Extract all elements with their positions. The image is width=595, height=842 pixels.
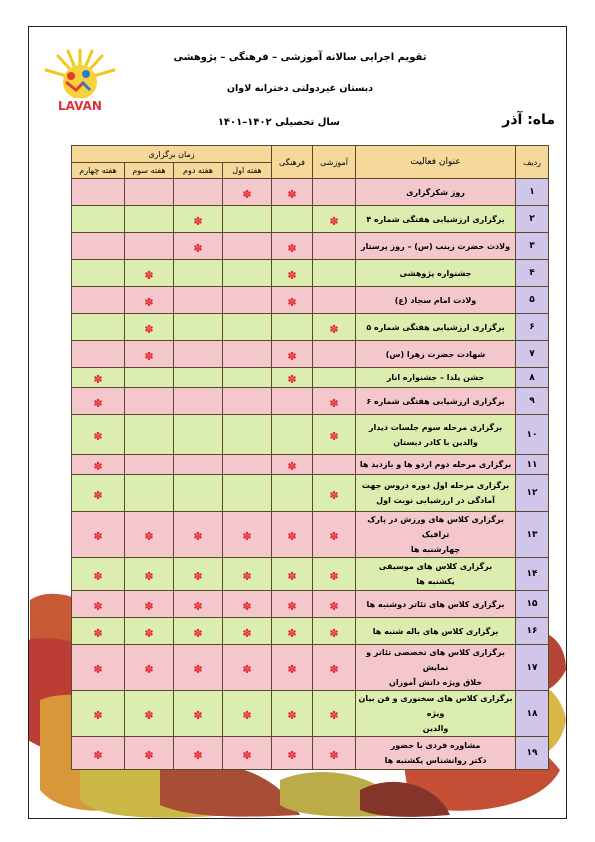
week2-cell [174, 388, 223, 415]
week4-cell [72, 368, 125, 388]
table-row [72, 691, 549, 737]
week4-cell [72, 260, 125, 287]
red-flower-icon: ✽ [329, 396, 339, 410]
week4-cell [72, 233, 125, 260]
row-number: ۱۱ [516, 455, 549, 475]
activity-title-line: برگزاری کلاس های موسیقی [378, 562, 493, 571]
red-flower-icon: ✽ [93, 663, 103, 676]
cultural-cell [272, 206, 313, 233]
activity-title-line: ولادت حضرت زینب (س) – روز پرستار [361, 241, 511, 251]
week1-cell [223, 558, 272, 591]
activity-title-line: برگزاری مرحله سوم جلسات دیدار [368, 422, 503, 432]
activity-title [356, 260, 516, 287]
week3-cell [125, 737, 174, 770]
table-row [72, 314, 549, 341]
week4-cell [72, 737, 125, 770]
week4-cell [72, 618, 125, 645]
table-row [72, 368, 549, 388]
row-number: ۴ [516, 260, 549, 287]
red-flower-icon: ✽ [287, 709, 297, 722]
red-flower-icon: ✽ [242, 748, 252, 762]
activity-title-line: جشن یلدا – جشنواره انار [386, 373, 485, 382]
activity-title-line: برگزاری کلاس های تئاتر دوشنبه ها [366, 599, 505, 609]
week3-cell [125, 314, 174, 341]
table-row [72, 206, 549, 233]
cultural-cell [272, 475, 313, 512]
table-row [72, 591, 549, 618]
week1-cell [223, 415, 272, 455]
table-row [72, 475, 549, 512]
activity-title [356, 368, 516, 388]
week1-header: هفته اول [223, 163, 272, 179]
activity-title [356, 645, 516, 691]
week1-cell [223, 512, 272, 558]
week4-cell [72, 512, 125, 558]
week1-cell [223, 233, 272, 260]
week4-cell [72, 341, 125, 368]
educational-cell [313, 341, 356, 368]
week2-cell [174, 206, 223, 233]
activity-title-line: برگزاری کلاس های ورزش در پارک ترافیک [367, 515, 504, 539]
activity-title-line: مشاوره فردی با حضور [390, 741, 481, 750]
red-flower-icon: ✽ [242, 187, 252, 201]
activity-title [356, 737, 516, 770]
table-row [72, 388, 549, 415]
educational-cell [313, 415, 356, 455]
red-flower-icon: ✽ [242, 530, 252, 543]
activity-header: عنوان فعالیت [356, 146, 516, 179]
cultural-cell [272, 368, 313, 388]
activity-title-line: خلاق ویژه دانش آموزان [388, 678, 483, 687]
educational-cell [313, 455, 356, 475]
activity-title [356, 314, 516, 341]
week2-cell [174, 455, 223, 475]
red-flower-icon: ✽ [287, 349, 297, 363]
row-number: ۱ [516, 179, 549, 206]
week2-cell [174, 287, 223, 314]
red-flower-icon: ✽ [287, 626, 297, 640]
week2-cell [174, 341, 223, 368]
week3-cell [125, 512, 174, 558]
week1-cell [223, 388, 272, 415]
activity-title-line: برگزاری مرحله دوم اردو ها و بازدید ها [359, 460, 512, 469]
week3-cell [125, 287, 174, 314]
row-number: ۱۲ [516, 475, 549, 512]
week2-cell [174, 475, 223, 512]
week3-header: هفته سوم [125, 163, 174, 179]
table-row [72, 341, 549, 368]
red-flower-icon: ✽ [193, 569, 203, 583]
week3-cell [125, 558, 174, 591]
week3-cell [125, 233, 174, 260]
row-number: ۸ [516, 368, 549, 388]
red-flower-icon: ✽ [144, 295, 154, 309]
educational-cell [313, 368, 356, 388]
week4-cell [72, 314, 125, 341]
activity-title [356, 388, 516, 415]
row-number: ۱۰ [516, 415, 549, 455]
red-flower-icon: ✽ [93, 396, 103, 410]
red-flower-icon: ✽ [287, 373, 297, 386]
red-flower-icon: ✽ [287, 187, 297, 201]
week1-cell [223, 206, 272, 233]
activity-title [356, 691, 516, 737]
activity-title-line: دکتر روانشناس یکشنبه ها [384, 756, 487, 765]
page-title: تقویم اجرایی سالانه آموزشی – فرهنگی – پژوهشی [173, 52, 427, 63]
week2-cell [174, 368, 223, 388]
activity-title [356, 415, 516, 455]
activity-title-line: ولادت امام سجاد (ع) [394, 295, 477, 305]
week1-cell [223, 591, 272, 618]
week3-cell [125, 455, 174, 475]
week1-cell [223, 287, 272, 314]
cultural-cell [272, 455, 313, 475]
row-number: ۲ [516, 206, 549, 233]
table-row [72, 233, 549, 260]
week4-header: هفته چهارم [72, 163, 125, 179]
week3-cell [125, 179, 174, 206]
logo-text: LAVAN [58, 99, 102, 113]
week4-cell [72, 558, 125, 591]
red-flower-icon: ✽ [144, 322, 154, 336]
week3-cell [125, 691, 174, 737]
red-flower-icon: ✽ [287, 748, 297, 762]
red-flower-icon: ✽ [144, 748, 154, 762]
educational-cell [313, 314, 356, 341]
table-row [72, 455, 549, 475]
week4-cell [72, 645, 125, 691]
educational-cell [313, 618, 356, 645]
month-label: ماه: آذر [502, 112, 555, 128]
week3-cell [125, 368, 174, 388]
educational-cell [313, 512, 356, 558]
row-number: ۶ [516, 314, 549, 341]
activity-title-line: برگزاری مرحله اول دوره دروس جهت [361, 481, 510, 490]
row-number: ۱۴ [516, 558, 549, 591]
educational-header: آموزشی [313, 146, 356, 179]
educational-cell [313, 591, 356, 618]
activity-title-line: والدین با کادر دبستان [393, 437, 478, 447]
week4-cell [72, 475, 125, 512]
activity-title-line: روز شکرگزاری [406, 187, 465, 197]
red-flower-icon: ✽ [242, 569, 252, 583]
week1-cell [223, 618, 272, 645]
educational-cell [313, 691, 356, 737]
cultural-cell [272, 415, 313, 455]
red-flower-icon: ✽ [93, 373, 103, 386]
activity-title-line: برگزاری کلاس های تخصصی تئاتر و نمایش [366, 648, 505, 672]
week1-cell [223, 179, 272, 206]
week2-cell [174, 591, 223, 618]
red-flower-icon: ✽ [287, 569, 297, 583]
red-flower-icon: ✽ [193, 241, 203, 255]
red-flower-icon: ✽ [242, 626, 252, 640]
week1-cell [223, 314, 272, 341]
activity-title-line: چهارشنبه ها [410, 545, 461, 554]
activity-title [356, 341, 516, 368]
cultural-cell [272, 233, 313, 260]
school-name: دبستان غیردولتی دخترانه لاوان [226, 83, 374, 94]
cultural-cell [272, 737, 313, 770]
cultural-cell [272, 558, 313, 591]
cultural-header: فرهنگی [272, 146, 313, 179]
activity-title [356, 512, 516, 558]
activity-title-line: والدین [422, 724, 449, 733]
week4-cell [72, 206, 125, 233]
week2-cell [174, 618, 223, 645]
activity-title [356, 287, 516, 314]
red-flower-icon: ✽ [144, 268, 154, 282]
cultural-cell [272, 314, 313, 341]
activity-title-line: برگزاری کلاس های باله شنبه ها [372, 626, 499, 636]
week3-cell [125, 260, 174, 287]
educational-cell [313, 206, 356, 233]
activity-title-line: جشنواره پژوهشی [399, 268, 472, 278]
week1-cell [223, 260, 272, 287]
cultural-cell [272, 591, 313, 618]
red-flower-icon: ✽ [193, 599, 203, 613]
week3-cell [125, 591, 174, 618]
red-flower-icon: ✽ [144, 663, 154, 676]
table-row [72, 512, 549, 558]
red-flower-icon: ✽ [329, 530, 339, 543]
cultural-cell [272, 645, 313, 691]
activity-title [356, 591, 516, 618]
table-row [72, 260, 549, 287]
activity-title-line: آمادگی در ارزشیابی نوبت اول [376, 496, 495, 505]
week2-cell [174, 512, 223, 558]
red-flower-icon: ✽ [193, 748, 203, 762]
week4-cell [72, 388, 125, 415]
educational-cell [313, 179, 356, 206]
cultural-cell [272, 341, 313, 368]
week1-cell [223, 455, 272, 475]
red-flower-icon: ✽ [144, 709, 154, 722]
red-flower-icon: ✽ [144, 349, 154, 363]
table-row [72, 287, 549, 314]
row-number: ۱۵ [516, 591, 549, 618]
row-number-header: ردیف [516, 146, 549, 179]
week2-cell [174, 233, 223, 260]
activity-title [356, 179, 516, 206]
cultural-cell [272, 512, 313, 558]
week3-cell [125, 618, 174, 645]
activity-title-line: برگزاری ارزشیابی هفتگی شماره ۴ [366, 214, 505, 224]
red-flower-icon: ✽ [93, 488, 103, 502]
week4-cell [72, 691, 125, 737]
week3-cell [125, 415, 174, 455]
activity-title-line: یکشنبه ها [416, 577, 455, 586]
week2-header: هفته دوم [174, 163, 223, 179]
activity-title [356, 206, 516, 233]
activity-title-line: برگزاری ارزشیابی هفتگی شماره ۶ [366, 396, 505, 406]
week1-cell [223, 737, 272, 770]
educational-cell [313, 737, 356, 770]
red-flower-icon: ✽ [193, 663, 203, 676]
red-flower-icon: ✽ [93, 709, 103, 722]
red-flower-icon: ✽ [329, 322, 339, 336]
red-flower-icon: ✽ [287, 530, 297, 543]
educational-cell [313, 388, 356, 415]
table-row [72, 415, 549, 455]
red-flower-icon: ✽ [193, 214, 203, 228]
week1-cell [223, 691, 272, 737]
week2-cell [174, 415, 223, 455]
activity-title [356, 233, 516, 260]
cultural-cell [272, 287, 313, 314]
red-flower-icon: ✽ [242, 599, 252, 613]
red-flower-icon: ✽ [329, 430, 339, 443]
activity-title-line: برگزاری کلاس های سخنوری و فن بیان ویژه [358, 694, 513, 718]
week3-cell [125, 475, 174, 512]
week3-cell [125, 645, 174, 691]
week2-cell [174, 179, 223, 206]
week2-cell [174, 737, 223, 770]
red-flower-icon: ✽ [287, 663, 297, 676]
school-logo [36, 46, 124, 116]
activity-title-line: شهادت حضرت زهرا (س) [385, 349, 486, 359]
cultural-cell [272, 691, 313, 737]
red-flower-icon: ✽ [93, 748, 103, 762]
week1-cell [223, 368, 272, 388]
red-flower-icon: ✽ [93, 530, 103, 543]
educational-cell [313, 233, 356, 260]
red-flower-icon: ✽ [242, 709, 252, 722]
red-flower-icon: ✽ [329, 709, 339, 722]
table-row [72, 618, 549, 645]
red-flower-icon: ✽ [93, 430, 103, 443]
red-flower-icon: ✽ [287, 295, 297, 309]
week4-cell [72, 455, 125, 475]
red-flower-icon: ✽ [144, 626, 154, 640]
week1-cell [223, 645, 272, 691]
table-row [72, 737, 549, 770]
activity-title [356, 455, 516, 475]
educational-cell [313, 558, 356, 591]
red-flower-icon: ✽ [193, 626, 203, 640]
week4-cell [72, 179, 125, 206]
red-flower-icon: ✽ [329, 569, 339, 583]
cultural-cell [272, 260, 313, 287]
week3-cell [125, 206, 174, 233]
row-number: ۱۷ [516, 645, 549, 691]
week3-cell [125, 388, 174, 415]
row-number: ۷ [516, 341, 549, 368]
row-number: ۱۳ [516, 512, 549, 558]
cultural-cell [272, 388, 313, 415]
red-flower-icon: ✽ [287, 241, 297, 255]
school-year: سال تحصیلی ۱۴۰۲–۱۴۰۱ [217, 117, 340, 128]
week2-cell [174, 691, 223, 737]
row-number: ۱۶ [516, 618, 549, 645]
red-flower-icon: ✽ [93, 626, 103, 640]
red-flower-icon: ✽ [329, 488, 339, 502]
red-flower-icon: ✽ [144, 530, 154, 543]
row-number: ۱۹ [516, 737, 549, 770]
week2-cell [174, 260, 223, 287]
week4-cell [72, 287, 125, 314]
red-flower-icon: ✽ [93, 599, 103, 613]
week1-cell [223, 341, 272, 368]
red-flower-icon: ✽ [329, 748, 339, 762]
row-number: ۳ [516, 233, 549, 260]
red-flower-icon: ✽ [93, 460, 103, 473]
row-number: ۵ [516, 287, 549, 314]
week2-cell [174, 558, 223, 591]
activity-title [356, 475, 516, 512]
week4-cell [72, 415, 125, 455]
week2-cell [174, 645, 223, 691]
educational-cell [313, 287, 356, 314]
activity-title [356, 618, 516, 645]
table-row [72, 645, 549, 691]
week2-cell [174, 314, 223, 341]
week1-cell [223, 475, 272, 512]
educational-cell [313, 260, 356, 287]
activity-title [356, 558, 516, 591]
educational-cell [313, 645, 356, 691]
red-flower-icon: ✽ [193, 530, 203, 543]
week4-cell [72, 591, 125, 618]
red-flower-icon: ✽ [287, 268, 297, 282]
red-flower-icon: ✽ [287, 460, 297, 473]
week3-cell [125, 341, 174, 368]
red-flower-icon: ✽ [93, 569, 103, 583]
table-row [72, 179, 549, 206]
red-flower-icon: ✽ [193, 709, 203, 722]
calendar-table [71, 145, 549, 770]
cultural-cell [272, 179, 313, 206]
red-flower-icon: ✽ [144, 569, 154, 583]
table-row [72, 558, 549, 591]
red-flower-icon: ✽ [329, 214, 339, 228]
red-flower-icon: ✽ [287, 599, 297, 613]
row-number: ۱۸ [516, 691, 549, 737]
activity-title-line: برگزاری ارزشیابی هفتگی شماره ۵ [366, 322, 505, 332]
educational-cell [313, 475, 356, 512]
red-flower-icon: ✽ [329, 599, 339, 613]
row-number: ۹ [516, 388, 549, 415]
red-flower-icon: ✽ [329, 663, 339, 676]
red-flower-icon: ✽ [242, 663, 252, 676]
red-flower-icon: ✽ [144, 599, 154, 613]
cultural-cell [272, 618, 313, 645]
time-header: زمان برگزاری [72, 146, 272, 163]
red-flower-icon: ✽ [329, 626, 339, 640]
